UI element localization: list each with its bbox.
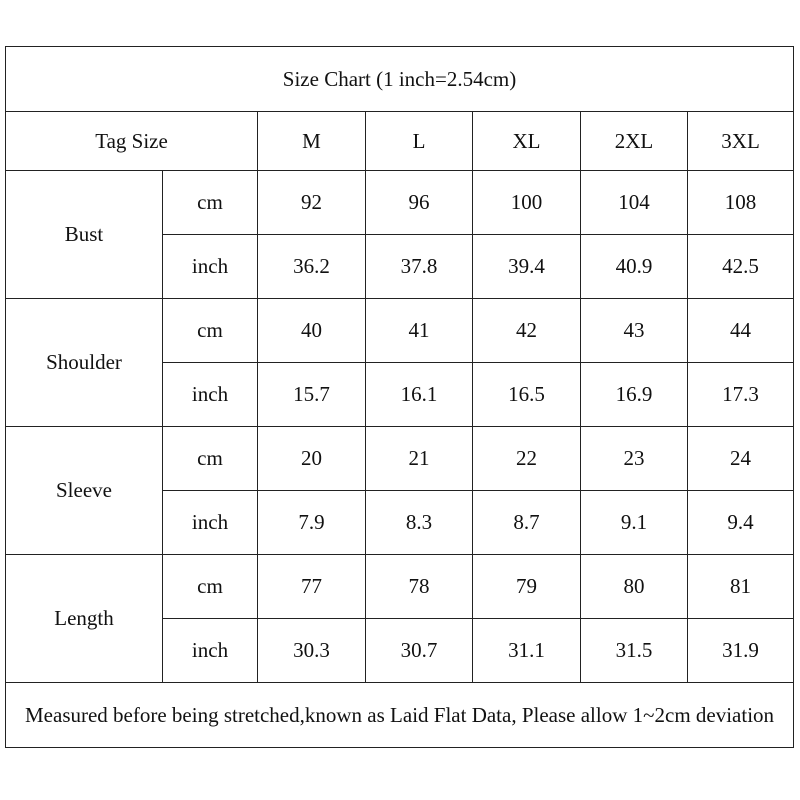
size-header-l: L <box>366 112 473 171</box>
size-chart-table <box>5 46 794 748</box>
value-cell: 42 <box>473 299 581 363</box>
value-cell: 30.3 <box>258 619 366 683</box>
unit-cell: cm <box>163 171 258 235</box>
value-cell: 8.7 <box>473 491 581 555</box>
title-row <box>6 47 794 112</box>
value-cell: 39.4 <box>473 235 581 299</box>
value-cell: 80 <box>581 555 688 619</box>
value-cell: 17.3 <box>688 363 794 427</box>
value-cell: 42.5 <box>688 235 794 299</box>
size-header-2xl: 2XL <box>581 112 688 171</box>
value-cell: 23 <box>581 427 688 491</box>
value-cell: 37.8 <box>366 235 473 299</box>
measurement-name-length: Length <box>6 555 163 683</box>
value-cell: 40.9 <box>581 235 688 299</box>
measurement-name-sleeve: Sleeve <box>6 427 163 555</box>
value-cell: 16.9 <box>581 363 688 427</box>
measurement-name-shoulder: Shoulder <box>6 299 163 427</box>
value-cell: 77 <box>258 555 366 619</box>
header-row <box>6 112 794 171</box>
value-cell: 41 <box>366 299 473 363</box>
value-cell: 43 <box>581 299 688 363</box>
value-cell: 16.5 <box>473 363 581 427</box>
footer-row <box>6 683 794 748</box>
value-cell: 15.7 <box>258 363 366 427</box>
size-header-3xl: 3XL <box>688 112 794 171</box>
measurement-name-bust: Bust <box>6 171 163 299</box>
value-cell: 96 <box>366 171 473 235</box>
table-row <box>6 299 794 363</box>
tag-size-label: Tag Size <box>6 112 258 171</box>
value-cell: 7.9 <box>258 491 366 555</box>
value-cell: 8.3 <box>366 491 473 555</box>
unit-cell: inch <box>163 363 258 427</box>
value-cell: 44 <box>688 299 794 363</box>
value-cell: 9.4 <box>688 491 794 555</box>
size-header-m: M <box>258 112 366 171</box>
value-cell: 79 <box>473 555 581 619</box>
unit-cell: inch <box>163 491 258 555</box>
value-cell: 100 <box>473 171 581 235</box>
unit-cell: inch <box>163 619 258 683</box>
value-cell: 30.7 <box>366 619 473 683</box>
table-row <box>6 555 794 619</box>
value-cell: 36.2 <box>258 235 366 299</box>
value-cell: 108 <box>688 171 794 235</box>
value-cell: 20 <box>258 427 366 491</box>
size-header-xl: XL <box>473 112 581 171</box>
unit-cell: cm <box>163 299 258 363</box>
value-cell: 21 <box>366 427 473 491</box>
value-cell: 24 <box>688 427 794 491</box>
table-row <box>6 427 794 491</box>
value-cell: 22 <box>473 427 581 491</box>
value-cell: 78 <box>366 555 473 619</box>
chart-title: Size Chart (1 inch=2.54cm) <box>6 47 794 112</box>
value-cell: 31.5 <box>581 619 688 683</box>
deviation-note: Measured before being stretched,known as Laid Flat Data, Please allow 1~2cm deviation <box>6 683 794 748</box>
table-row <box>6 171 794 235</box>
value-cell: 40 <box>258 299 366 363</box>
value-cell: 104 <box>581 171 688 235</box>
unit-cell: cm <box>163 555 258 619</box>
value-cell: 92 <box>258 171 366 235</box>
unit-cell: cm <box>163 427 258 491</box>
value-cell: 9.1 <box>581 491 688 555</box>
value-cell: 16.1 <box>366 363 473 427</box>
value-cell: 31.1 <box>473 619 581 683</box>
value-cell: 31.9 <box>688 619 794 683</box>
value-cell: 81 <box>688 555 794 619</box>
unit-cell: inch <box>163 235 258 299</box>
